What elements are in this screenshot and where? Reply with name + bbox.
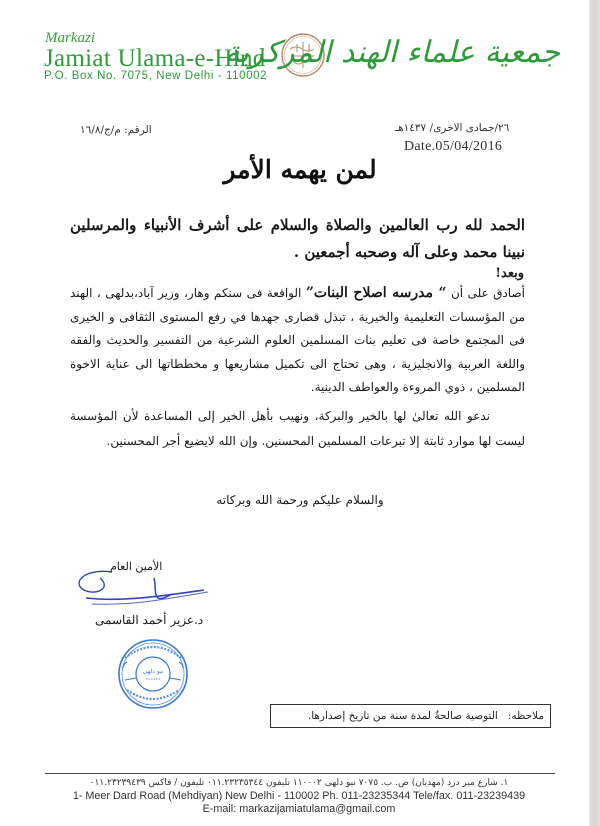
letterhead-organization-name: Jamiat Ulama-e-Hind — [44, 45, 266, 72]
gregorian-date: Date.05/04/2016 — [404, 139, 503, 154]
letterhead-markazi: Markazi — [45, 30, 95, 46]
validity-note-box — [270, 704, 551, 728]
reference-number: الرقم: م/ج/١٦/٨ — [80, 124, 152, 136]
note-text: التوصية صالحةٌ لمدة سنة من تاريخ إصدارها. — [307, 710, 498, 722]
handwritten-signature-icon — [72, 566, 212, 616]
footer-divider — [45, 773, 555, 774]
footer-english-address: 1- Meer Dard Road (Mehdiyan) New Delhi - 110002 Ph. 011-23235344 Tele/fax. 011-23239439 — [72, 790, 526, 802]
certification-paragraph — [70, 282, 525, 400]
signer-name: د.عزير أحمد القاسمى — [95, 613, 204, 627]
institution-name: “ مدرسه اصلاح البنات” — [305, 285, 447, 301]
footer-email[interactable]: E-mail: markazijamiatulama@gmail.com — [202, 803, 396, 815]
prayer-paragraph: ندعو الله تعالىٰ لها بالخير والبركة، ونهيب بأهل الخير إلى المساعدة لأن المؤسسة ليست لها موارد ثابتة إلا تبرعات المسلمين المحسنين. وإن الله لايضيع أجر المحسنين. — [70, 409, 525, 448]
certification-prefix: أصادق على أن — [450, 286, 525, 300]
hijri-date: ٢٦/جمادى الاخرى/ ١٤٣٧هـ — [395, 122, 510, 134]
footer-arabic-address: ١. شارع مير درد (مهديان) ص. ب. ٧٠٧٥ نيو دلهى ١١٠٠٠٢ تليفون ٠١١.٢٣٢٣٥٣٤٤ تليفون / فاكس ٠١١.٢٣٢٣٩٤٣٩ — [89, 778, 509, 788]
note-label: ملاحظه: — [507, 710, 544, 722]
signer-title: الأمين العام — [110, 560, 163, 573]
opening-paragraph: الحمد لله رب العالمين والصلاة والسلام على أشرف الأنبياء والمرسلين نبينا محمد وعلى آله وصحبه أجمعين . — [70, 216, 526, 261]
letterhead-address: P.O. Box No. 7075, New Delhi - 110002 — [44, 70, 268, 82]
closing-salutation: والسلام عليكم ورحمة الله وبركاته — [216, 493, 384, 507]
wa-bad-heading: وبعد! — [495, 266, 524, 281]
certification-body: الواقعة فى سنكم وهار، وزير آباد،بدلهى ، الهند من المؤسسات التعليمية والخيرية ، تبذل قصارى جهدها في رفع المستوى الثقافى و الخيرى فى المجتمع خاصة فى تعليم بنات المسلمين العلوم الشرعية من التفسير والحديث والفقه واللغة العربية والانجليزية ، وهى تحتاج الى تكميل مشاريعها و مخططاتها الى عناية الاخوة المسلمين ، ذوي المروءة والعواطف الدينية. — [70, 286, 525, 394]
scan-edge-shadow — [589, 0, 600, 826]
document-title: لمن يهمه الأمر — [223, 155, 377, 184]
letterhead-arabic-logo: جمعية علماء الهند المركزية — [224, 35, 560, 70]
official-round-stamp-icon — [117, 638, 189, 710]
stamp-city-text: نيو دلهى — [142, 668, 164, 675]
